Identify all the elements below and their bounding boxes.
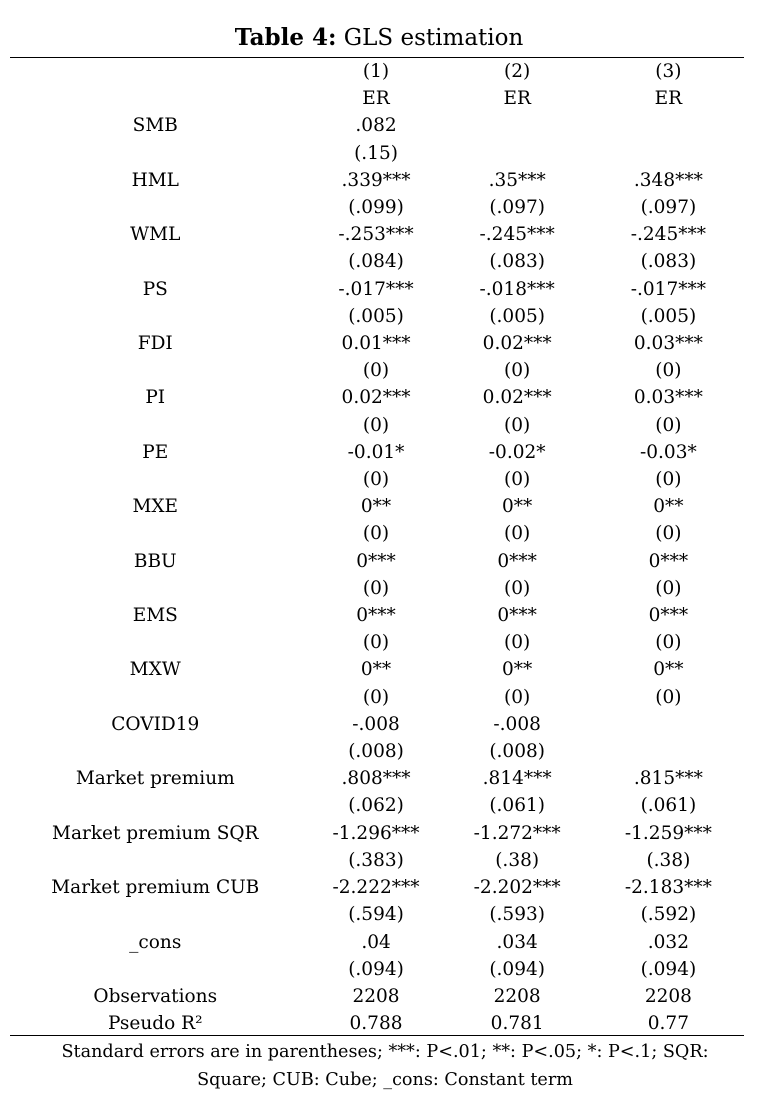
dependent-variable: ER	[503, 88, 531, 110]
coefficient-cell: 0.01***	[341, 333, 411, 355]
coefficient-cell: -.245***	[479, 224, 555, 246]
standard-error-cell: (0)	[504, 523, 531, 545]
variable-label	[0, 248, 311, 275]
standard-error-cell: (.008)	[348, 741, 404, 763]
coefficient-cell: -0.01*	[347, 441, 405, 463]
standard-error-row	[0, 412, 744, 439]
standard-error-row	[0, 303, 744, 330]
dependent-variable: ER	[654, 88, 683, 110]
coefficient-cell: -.008	[352, 713, 400, 735]
coefficient-cell: -.008	[493, 713, 541, 735]
standard-error-row	[0, 956, 744, 983]
standard-error-cell: (0)	[362, 632, 390, 654]
coefficient-cell: -.253***	[338, 224, 414, 246]
variable-label	[0, 629, 311, 656]
standard-error-cell: (.097)	[489, 197, 545, 219]
coefficient-cell: .034	[496, 931, 538, 953]
standard-error-cell: (.061)	[640, 795, 697, 817]
standard-error-row	[0, 520, 744, 547]
variable-label: Pseudo R²	[107, 1013, 203, 1035]
standard-error-cell: (0)	[655, 577, 682, 599]
variable-label: EMS	[132, 605, 178, 627]
standard-error-cell: (0)	[362, 360, 390, 382]
coefficient-cell: 0***	[356, 550, 396, 572]
variable-label: _cons	[129, 931, 182, 953]
coefficient-row	[0, 820, 744, 847]
coefficient-row	[0, 874, 744, 901]
statistic-row	[0, 983, 744, 1010]
coefficient-row	[0, 112, 744, 139]
variable-label	[0, 956, 311, 983]
standard-error-cell: (0)	[504, 414, 531, 436]
coefficient-cell: 0***	[648, 550, 689, 572]
coefficient-cell: -2.222***	[332, 877, 420, 899]
standard-error-cell: (0)	[362, 686, 390, 708]
coefficient-row	[0, 493, 744, 520]
coefficient-cell	[593, 711, 744, 738]
standard-error-row	[0, 575, 744, 602]
standard-error-cell: (.094)	[640, 958, 697, 980]
coefficient-cell: .815***	[633, 768, 703, 790]
standard-error-cell: (.094)	[348, 958, 404, 980]
variable-label: Observations	[93, 985, 218, 1007]
variable-label: SMB	[132, 115, 178, 137]
column-number: (2)	[504, 61, 531, 82]
variable-label: PE	[142, 441, 169, 463]
variable-label: MXE	[132, 496, 179, 518]
coefficient-cell: -0.02*	[488, 441, 546, 463]
standard-error-cell: (0)	[655, 414, 682, 436]
table-footnote	[0, 1038, 770, 1094]
standard-error-cell: (.38)	[495, 849, 540, 871]
standard-error-cell: (0)	[504, 632, 531, 654]
coefficient-cell: 0**	[502, 496, 533, 518]
variable-label	[0, 520, 311, 547]
standard-error-cell: (.38)	[646, 849, 691, 871]
standard-error-cell: (0)	[362, 523, 390, 545]
coefficient-cell: 0**	[653, 496, 684, 518]
coefficient-cell: -.017***	[630, 278, 706, 300]
coefficient-cell: -1.296***	[332, 822, 420, 844]
statistic-cell: 2208	[352, 985, 400, 1007]
standard-error-cell	[442, 140, 593, 167]
variable-label: PI	[145, 387, 166, 409]
coefficient-cell	[593, 112, 744, 139]
coefficient-cell: 0**	[360, 659, 392, 681]
standard-error-row	[0, 847, 744, 874]
coefficient-row	[0, 765, 744, 792]
coefficient-row	[0, 276, 744, 303]
statistic-cell: 0.781	[490, 1013, 544, 1035]
standard-error-cell: (.008)	[489, 741, 545, 763]
coefficient-row	[0, 602, 744, 629]
standard-error-cell: (.594)	[348, 904, 404, 926]
standard-error-row	[0, 684, 744, 711]
variable-label: COVID19	[111, 713, 200, 735]
coefficient-row	[0, 221, 744, 248]
standard-error-row	[0, 194, 744, 221]
standard-error-cell: (.083)	[489, 251, 545, 273]
variable-label	[0, 847, 311, 874]
variable-label	[0, 738, 311, 765]
statistic-cell: 2208	[644, 985, 692, 1007]
coefficient-cell: 0***	[648, 605, 689, 627]
coefficient-cell: 0***	[497, 605, 537, 627]
dependent-variable: ER	[362, 88, 390, 110]
variable-label: HML	[131, 169, 179, 191]
variable-label	[0, 575, 311, 602]
coefficient-cell: .04	[361, 931, 391, 953]
standard-error-row	[0, 629, 744, 656]
variable-label: FDI	[137, 333, 173, 355]
column-number-row	[0, 58, 744, 85]
standard-error-row	[0, 466, 744, 493]
coefficient-cell: -0.03*	[640, 441, 697, 463]
standard-error-cell: (0)	[504, 360, 531, 382]
coefficient-cell: 0.02***	[482, 333, 552, 355]
coefficient-cell: .348***	[633, 169, 703, 191]
standard-error-cell: (.005)	[489, 305, 545, 327]
standard-error-cell: (0)	[655, 632, 682, 654]
variable-label	[0, 792, 311, 819]
coefficient-cell: 0.03***	[633, 387, 703, 409]
coefficient-cell: -1.272***	[473, 822, 561, 844]
coefficient-cell: 0.03***	[633, 333, 703, 355]
standard-error-row	[0, 357, 744, 384]
coefficient-cell: -1.259***	[624, 822, 712, 844]
column-number: (3)	[655, 61, 682, 82]
footnote-line: Square; CUB: Cube; _cons: Constant term	[197, 1070, 573, 1090]
standard-error-cell: (.083)	[640, 251, 697, 273]
standard-error-cell: (0)	[504, 686, 531, 708]
coefficient-cell: -.245***	[630, 224, 706, 246]
coefficient-row	[0, 439, 744, 466]
coefficient-cell: 0.02***	[482, 387, 552, 409]
table-caption: GLS estimation	[336, 25, 524, 51]
coefficient-row	[0, 330, 744, 357]
standard-error-cell: (0)	[362, 577, 390, 599]
coefficient-cell: .339***	[341, 169, 411, 191]
standard-error-cell: (.593)	[489, 904, 545, 926]
coefficient-cell: 0***	[356, 605, 396, 627]
coefficient-row	[0, 656, 744, 683]
variable-label	[0, 412, 311, 439]
coefficient-cell: -.018***	[479, 278, 555, 300]
standard-error-cell: (.383)	[348, 849, 404, 871]
variable-label	[0, 194, 311, 221]
coefficient-row	[0, 929, 744, 956]
variable-label	[0, 140, 311, 167]
standard-error-cell: (0)	[362, 469, 390, 491]
standard-error-cell: (.005)	[348, 305, 404, 327]
statistic-cell: 0.788	[349, 1013, 403, 1035]
table-title	[0, 22, 758, 54]
standard-error-row	[0, 792, 744, 819]
standard-error-cell: (0)	[655, 469, 682, 491]
standard-error-cell: (.15)	[354, 142, 398, 164]
variable-label: BBU	[133, 550, 177, 572]
standard-error-cell: (.061)	[489, 795, 545, 817]
variable-label	[0, 357, 311, 384]
standard-error-cell: (.094)	[489, 958, 545, 980]
standard-error-row	[0, 901, 744, 928]
regression-table	[0, 58, 744, 1037]
coefficient-cell: -.017***	[338, 278, 414, 300]
coefficient-cell: -2.183***	[624, 877, 712, 899]
variable-label: Market premium	[75, 768, 235, 790]
standard-error-cell: (.099)	[348, 197, 404, 219]
variable-label	[0, 466, 311, 493]
standard-error-cell: (0)	[655, 360, 682, 382]
coefficient-cell: 0**	[360, 496, 392, 518]
coefficient-cell: .082	[355, 115, 397, 137]
table-number: Table 4:	[234, 24, 337, 51]
coefficient-cell: 0***	[497, 550, 537, 572]
variable-label: WML	[130, 224, 181, 246]
standard-error-cell: (.097)	[640, 197, 697, 219]
standard-error-cell: (.062)	[348, 795, 404, 817]
variable-label: Market premium CUB	[51, 877, 260, 899]
statistic-cell: 2208	[493, 985, 541, 1007]
variable-label	[0, 684, 311, 711]
header-label-cell	[0, 85, 311, 112]
standard-error-cell: (0)	[655, 686, 682, 708]
dependent-variable-row	[0, 85, 744, 112]
standard-error-cell: (.592)	[640, 904, 697, 926]
variable-label: PS	[142, 278, 168, 300]
standard-error-row	[0, 248, 744, 275]
regression-table-body	[0, 58, 744, 1037]
coefficient-row	[0, 548, 744, 575]
statistic-row	[0, 1010, 744, 1037]
bottom-rule	[10, 1035, 744, 1036]
standard-error-cell	[593, 738, 744, 765]
coefficient-cell: .032	[647, 931, 689, 953]
standard-error-row	[0, 140, 744, 167]
variable-label	[0, 303, 311, 330]
variable-label	[0, 901, 311, 928]
standard-error-cell: (.005)	[640, 305, 697, 327]
coefficient-cell: 0**	[502, 659, 533, 681]
variable-label: MXW	[129, 659, 181, 681]
coefficient-row	[0, 167, 744, 194]
variable-label: Market premium SQR	[52, 822, 259, 844]
coefficient-cell: 0**	[653, 659, 684, 681]
standard-error-row	[0, 738, 744, 765]
footnote-line: Standard errors are in parentheses; ***: P<.01; **: P<.05; *: P<.1; SQR:	[61, 1042, 709, 1062]
coefficient-cell	[442, 112, 593, 139]
column-number: (1)	[362, 61, 390, 82]
standard-error-cell	[593, 140, 744, 167]
standard-error-cell: (0)	[655, 523, 682, 545]
coefficient-row	[0, 711, 744, 738]
coefficient-row	[0, 384, 744, 411]
statistic-cell: 0.77	[647, 1013, 689, 1035]
coefficient-cell: .814***	[482, 768, 552, 790]
header-label-cell	[0, 58, 311, 85]
standard-error-cell: (.084)	[348, 251, 404, 273]
coefficient-cell: .35***	[488, 169, 546, 191]
standard-error-cell: (0)	[504, 577, 531, 599]
standard-error-cell: (0)	[504, 469, 531, 491]
standard-error-cell: (0)	[362, 414, 390, 436]
coefficient-cell: -2.202***	[473, 877, 561, 899]
coefficient-cell: 0.02***	[341, 387, 411, 409]
coefficient-cell: .808***	[341, 768, 411, 790]
